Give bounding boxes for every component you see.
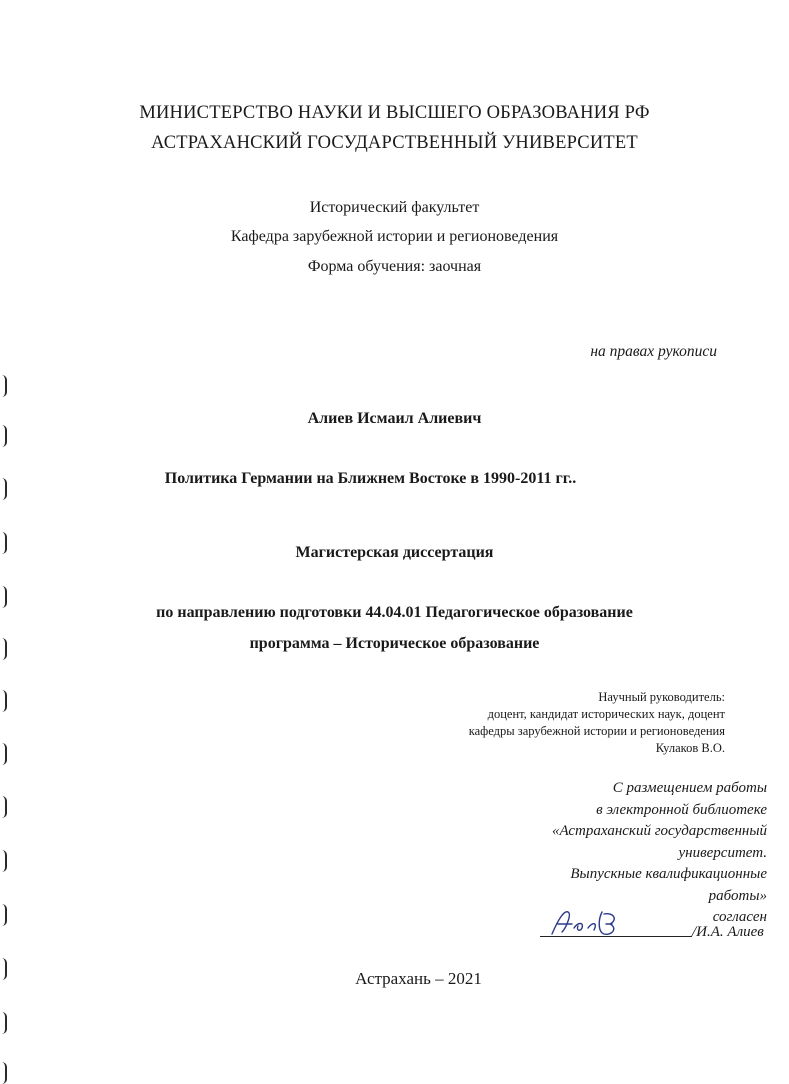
manuscript-note: на правах рукописи	[590, 343, 717, 360]
binding-holes	[0, 0, 14, 1080]
department-name: Кафедра зарубежной истории и регионоведения	[230, 228, 559, 245]
work-type: Магистерская диссертация	[295, 544, 494, 561]
advisor-label: Научный руководитель:	[598, 690, 725, 704]
advisor-title-line1: доцент, кандидат исторических наук, доцент	[487, 707, 725, 721]
consent-line: Выпускные квалификационные	[570, 866, 767, 882]
city-year: Астрахань – 2021	[355, 969, 482, 988]
study-direction: по направлению подготовки 44.04.01 Педагогическое образование	[156, 604, 633, 621]
consent-line: согласен	[712, 909, 767, 925]
consent-line: С размещением работы	[612, 780, 767, 796]
signer-name: /И.А. Алиев	[692, 924, 764, 940]
consent-line: работы»	[708, 887, 767, 904]
author-name: Алиев Исмаил Алиевич	[307, 410, 482, 427]
signature-line	[540, 936, 692, 937]
advisor-title-line2: кафедры зарубежной истории и регионоведения	[468, 724, 725, 738]
advisor-name: Кулаков В.О.	[655, 741, 725, 755]
consent-line: «Астраханский государственный	[551, 823, 767, 839]
advisor-block	[469, 689, 725, 757]
ministry-heading: МИНИСТЕРСТВО НАУКИ И ВЫСШЕГО ОБРАЗОВАНИЯ РФ	[139, 103, 650, 123]
study-form: Форма обучения: заочная	[307, 258, 482, 275]
faculty-name: Исторический факультет	[309, 199, 480, 216]
consent-line: университет.	[678, 844, 767, 861]
handwritten-signature	[548, 906, 638, 940]
thesis-title: Политика Германии на Ближнем Востоке в 1990-2011 гг..	[164, 470, 577, 487]
university-heading: АСТРАХАНСКИЙ ГОСУДАРСТВЕННЫЙ УНИВЕРСИТЕТ	[151, 133, 638, 153]
study-program: программа – Историческое образование	[249, 635, 540, 652]
consent-line: в электронной библиотеке	[596, 801, 767, 818]
